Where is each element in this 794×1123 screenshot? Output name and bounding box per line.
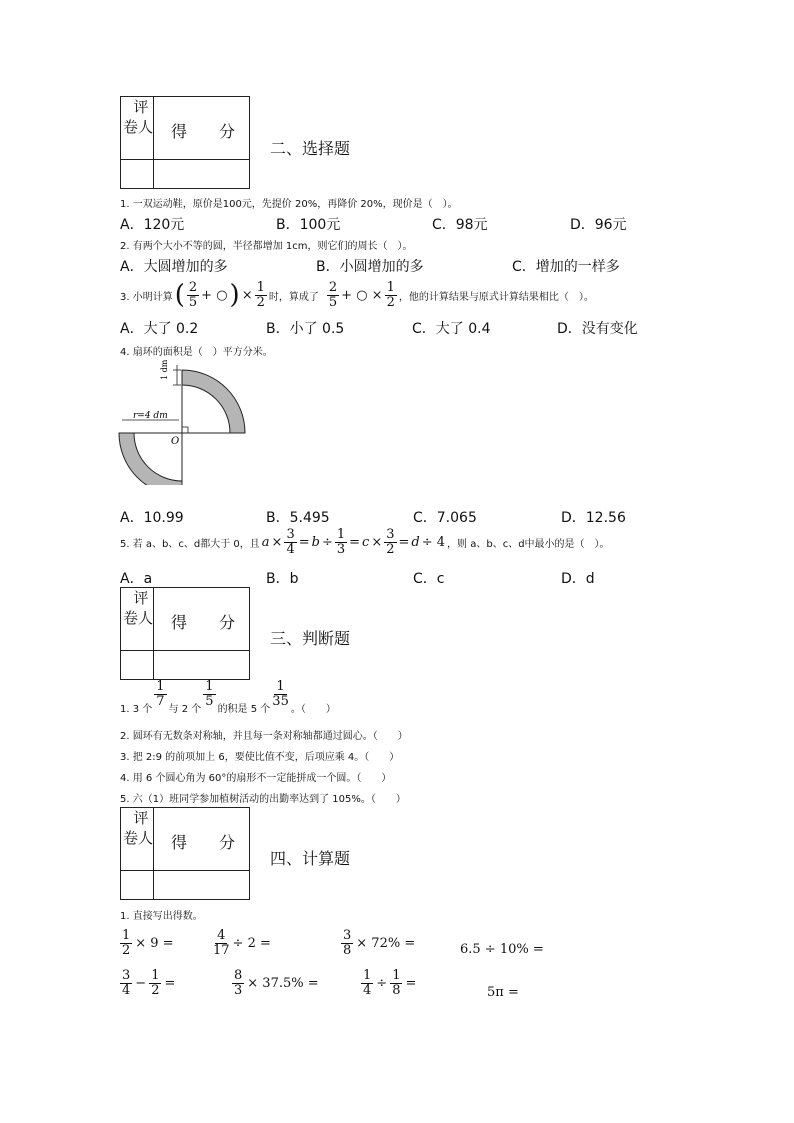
section-title-calc: 四、计算题 bbox=[270, 849, 351, 868]
fraction: $\frac{3}{2}$ bbox=[386, 527, 395, 557]
judge-q5: 5. 六（1）班同学参加植树活动的出勤率达到了 105%。（ ） bbox=[120, 794, 406, 805]
choice-q5-option-c[interactable]: C．c bbox=[413, 571, 445, 587]
choice-q5-option-b[interactable]: B．b bbox=[266, 571, 299, 587]
fraction: $\frac{2}{5}$ bbox=[328, 279, 338, 310]
fraction: $\frac{1}{3}$ bbox=[336, 527, 346, 557]
choice-q4-option-c[interactable]: C．7.065 bbox=[413, 510, 477, 526]
score-table: 评 卷人 得 分 bbox=[120, 807, 250, 900]
calc-item-5: $\frac{3}{4}$ − $\frac{1}{2}$ = bbox=[122, 968, 176, 998]
score-label-fen: 分 bbox=[219, 833, 236, 852]
figure-center-label: O bbox=[171, 436, 180, 447]
score-label-de: 得 bbox=[171, 833, 188, 852]
score-label-de: 得 bbox=[171, 613, 188, 632]
choice-q1-option-a[interactable]: A．120元 bbox=[120, 217, 185, 233]
score-label-fen: 分 bbox=[219, 122, 236, 141]
fraction: $\frac{3}{4}$ bbox=[286, 527, 295, 557]
score-table-label: 评 卷人 bbox=[122, 98, 153, 136]
score-table: 评 卷人 得 分 bbox=[120, 587, 250, 680]
choice-q2-option-b[interactable]: B．小圆增加的多 bbox=[316, 259, 424, 275]
choice-q3-option-b[interactable]: B．小了 0.5 bbox=[266, 321, 345, 337]
score-label-fen: 分 bbox=[219, 613, 236, 632]
sector-ring-figure bbox=[115, 360, 255, 485]
choice-q1-option-d[interactable]: D．96元 bbox=[570, 217, 627, 233]
calc-item-8: 5π = bbox=[487, 985, 519, 1000]
fraction: $\frac{1}{2}$ bbox=[256, 279, 265, 310]
judge-q3: 3. 把 2:9 的前项加上 6，要使比值不变，后项应乘 4。（ ） bbox=[120, 752, 400, 763]
section-title-judge: 三、判断题 bbox=[270, 629, 351, 648]
judge-q2: 2. 圆环有无数条对称轴，并且每一条对称轴都通过圆心。（ ） bbox=[120, 731, 408, 742]
fraction: $\frac{1}{35}$ bbox=[272, 679, 289, 709]
fraction: $\frac{1}{2}$ bbox=[386, 279, 395, 310]
choice-q4-option-a[interactable]: A．10.99 bbox=[120, 510, 184, 526]
choice-q2-option-a[interactable]: A．大圆增加的多 bbox=[120, 259, 228, 275]
choice-q4: 4. 扇环的面积是（ ）平方分米。 bbox=[120, 347, 273, 358]
calc-item-1: $\frac{1}{2}$ × 9 = bbox=[122, 928, 174, 958]
choice-q5: 5. 若 a、b、c、d都大于 0，且 a × $\frac{3}{4}$ = b ÷ $\frac{1}{3}$ = c × $\frac{3}{2}$ = d ÷ 4 ，则 a、b、c、d中最小的是（ ）。 bbox=[120, 527, 610, 557]
judge-q1: 1. 3 个 $\frac{1}{7}$ 与 2 个 $\frac{1}{5}$ 的积是 5 个 $\frac{1}{35}$ 。（ ） bbox=[120, 679, 336, 715]
calc-instruction: 1. 直接写出得数。 bbox=[120, 911, 203, 922]
score-label-de: 得 bbox=[171, 122, 188, 141]
fraction: $\frac{1}{5}$ bbox=[205, 679, 214, 709]
section-title-choice: 二、选择题 bbox=[270, 139, 351, 158]
calc-item-3: $\frac{3}{8}$ × 72% = bbox=[343, 928, 416, 958]
calc-item-4: 6.5 ÷ 10% = bbox=[460, 942, 544, 957]
judge-q4: 4. 用 6 个圆心角为 60°的扇形不一定能拼成一个圆。（ ） bbox=[120, 773, 392, 784]
choice-q5-option-d[interactable]: D．d bbox=[561, 571, 595, 587]
figure-radius-label: r=4 dm bbox=[133, 411, 168, 421]
choice-q4-option-b[interactable]: B．5.495 bbox=[266, 510, 330, 526]
choice-q3-option-d[interactable]: D．没有变化 bbox=[557, 321, 638, 337]
choice-q4-option-d[interactable]: D．12.56 bbox=[561, 510, 626, 526]
choice-q2: 2. 有两个大小不等的圆，半径都增加 1cm，则它们的周长（ ）。 bbox=[120, 241, 413, 252]
score-table bbox=[120, 96, 250, 189]
choice-q1: 1. 一双运动鞋，原价是100元，先提价 20%，再降价 20%，现价是（ ）。 bbox=[120, 199, 458, 210]
choice-q3-option-c[interactable]: C．大了 0.4 bbox=[412, 321, 491, 337]
choice-q2-option-c[interactable]: C．增加的一样多 bbox=[512, 259, 620, 275]
calc-item-7: $\frac{1}{4}$ ÷ $\frac{1}{8}$ = bbox=[363, 968, 417, 998]
choice-q3: 3. 小明计算 ( $\frac{2}{5}$ + ○ ) × $\frac{1}{2}$ 时，算成了 $\frac{2}{5}$ + ○ × $\frac{1}{2}$ ，他的计算结果与原式计算结果相比（ ）。 bbox=[120, 279, 594, 310]
choice-q3-option-a[interactable]: A．大了 0.2 bbox=[120, 321, 199, 337]
figure-width-label: 1 dm bbox=[160, 360, 169, 380]
fraction: $\frac{2}{5}$ bbox=[188, 279, 198, 310]
choice-q1-option-c[interactable]: C．98元 bbox=[432, 217, 488, 233]
fraction: $\frac{1}{7}$ bbox=[156, 679, 165, 709]
choice-q5-option-a[interactable]: A．a bbox=[120, 571, 153, 587]
calc-item-6: $\frac{8}{3}$ × 37.5% = bbox=[234, 968, 319, 998]
calc-item-2: $\frac{4}{17}$ ÷ 2 = bbox=[213, 928, 271, 958]
choice-q1-option-b[interactable]: B．100元 bbox=[276, 217, 341, 233]
